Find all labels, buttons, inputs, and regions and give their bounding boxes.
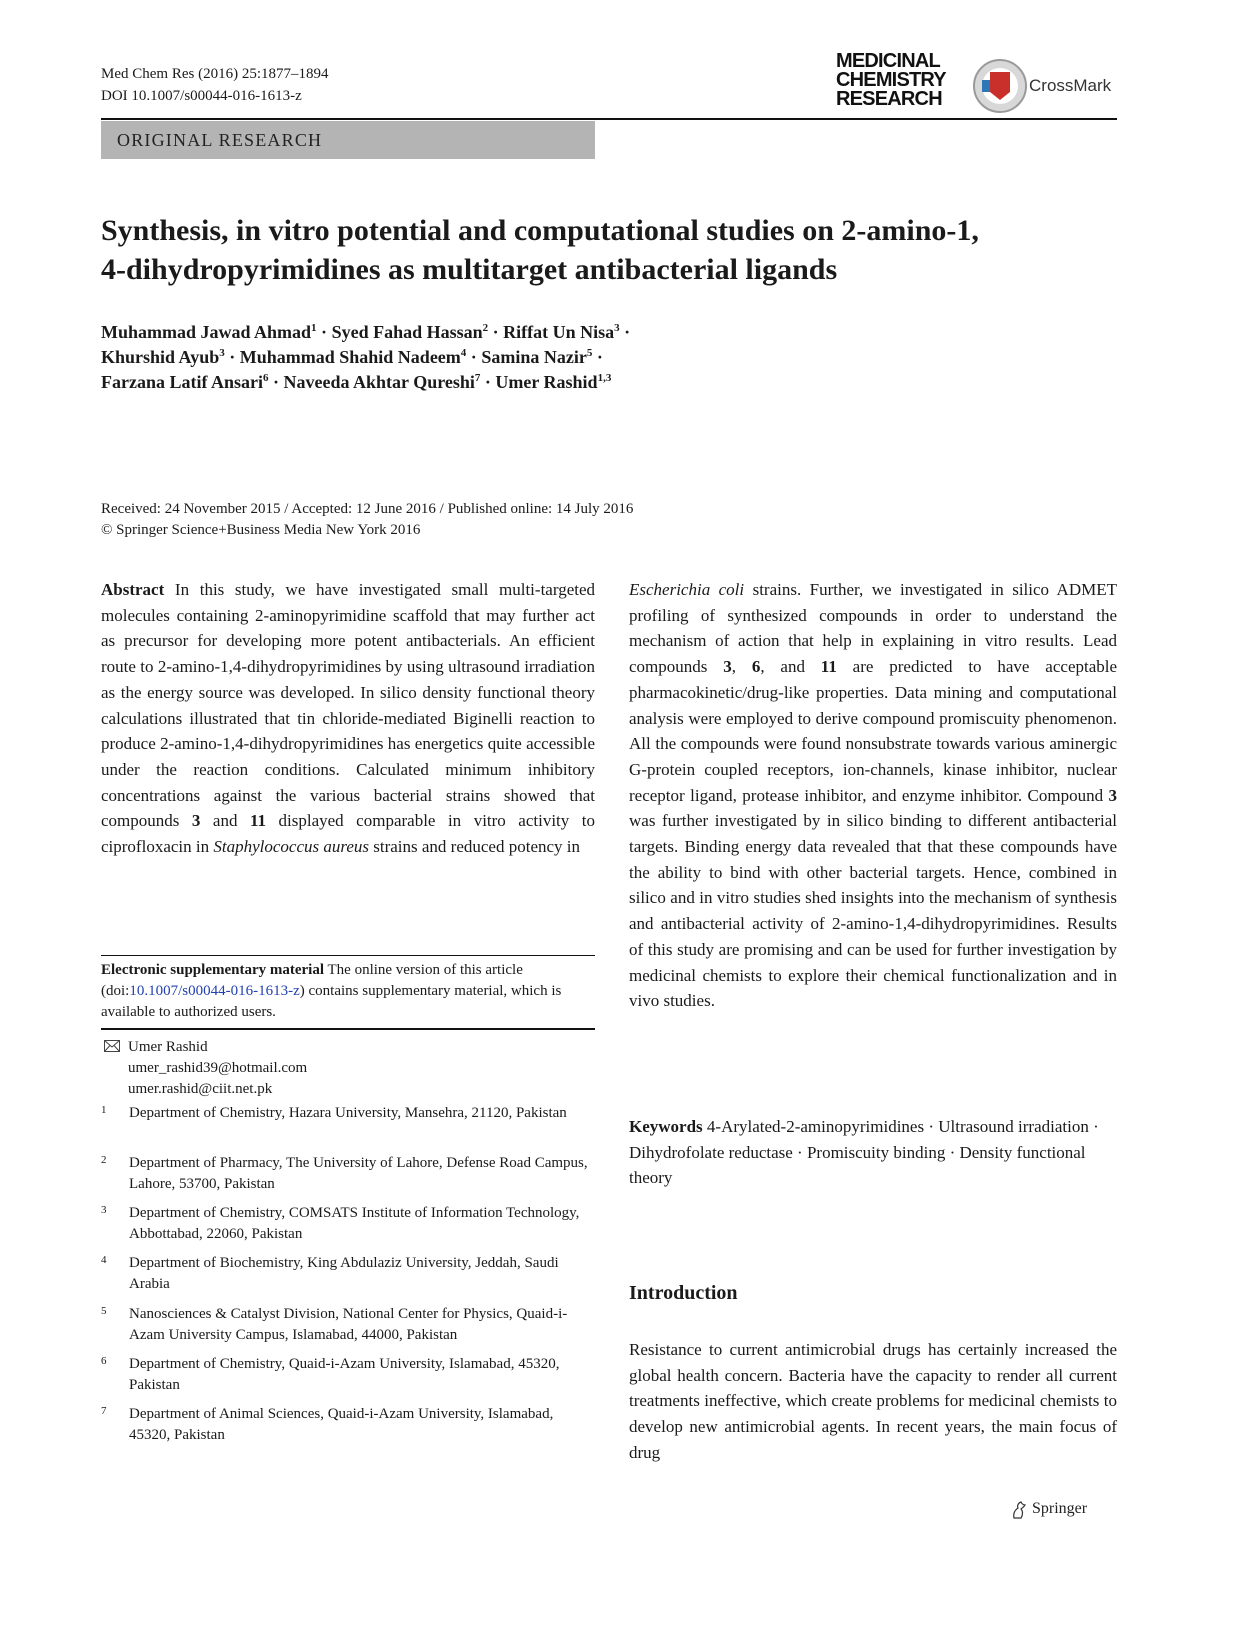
journal-citation: Med Chem Res (2016) 25:1877–1894 — [101, 66, 329, 82]
author-affiliation-ref: 1,3 — [597, 372, 612, 384]
email-link[interactable]: umer_rashid39@hotmail.com — [128, 1060, 308, 1076]
history-dates: Received: 24 November 2015 / Accepted: 12 June 2016 / Published online: 14 July 2016 — [101, 501, 634, 517]
author-name: Naveeda Akhtar Qureshi — [283, 372, 475, 392]
author-affiliation-ref: 6 — [263, 372, 269, 384]
article-type: ORIGINAL RESEARCH — [117, 130, 323, 150]
publisher-name: Springer — [1032, 1500, 1088, 1517]
author-name: Farzana Latif Ansari — [101, 372, 263, 392]
email-link[interactable]: umer.rashid@ciit.net.pk — [128, 1081, 273, 1097]
keywords-label: Keywords — [629, 1117, 703, 1136]
affiliation: 2 Department of Pharmacy, The University of Lahore, Defense Road Campus, Lahore, 53700, Pakistan — [101, 1154, 588, 1192]
affiliation: 1 Department of Chemistry, Hazara University, Mansehra, 21120, Pakistan — [101, 1104, 567, 1121]
affiliation: 6 Department of Chemistry, Quaid-i-Azam University, Islamabad, 45320, Pakistan — [101, 1355, 560, 1393]
footnote-rule — [101, 1028, 595, 1030]
author-name: Syed Fahad Hassan — [331, 322, 483, 342]
crossmark-icon[interactable] — [972, 58, 1028, 114]
author-name: Umer Rashid — [495, 372, 598, 392]
author-affiliation-ref: 3 — [614, 322, 620, 334]
supplementary-material-note: Electronic supplementary material The online version of this article (doi:10.1007/s00044-016-1613-z) contains supplementary material, which is available to authorized users. — [101, 962, 562, 1020]
author-affiliation-ref: 1 — [311, 322, 317, 334]
springer-horse-icon — [1010, 1500, 1028, 1520]
author-list: Muhammad Jawad Ahmad$^1$ · Syed Fahad Hassan$^2$ · Riffat Un Nisa$^3$ · Khurshid Ayub$^3$ · Muhammad Shahid Nadeem$^4$ · Samina Nazir$^5$ · Farzana Latif Ansari$^6$ · Naveeda Akhtar Qureshi$^7$ · Umer Rashid$^{1,3}$ — [101, 322, 631, 392]
copyright: © Springer Science+Business Media New York 2016 — [101, 522, 421, 538]
author-name: Samina Nazir — [481, 347, 587, 367]
author-affiliation-ref: 7 — [474, 372, 481, 384]
envelope-icon — [104, 1040, 120, 1052]
publisher-logo — [1032, 1500, 1087, 1518]
author-affiliation-ref: 3 — [219, 347, 225, 359]
article-title: Synthesis, in vitro potential and computational studies on 2-amino-1, 4-dihydropyrimidines as multitarget antibacterial ligands — [101, 214, 979, 286]
abstract-heading: Abstract — [101, 580, 165, 599]
crossmark-label[interactable]: CrossMark — [1029, 76, 1112, 95]
keywords: Keywords 4-Arylated-2-aminopyrimidines · Ultrasound irradiation · Dihydrofolate reductase · Promiscuity binding · Density functional theory — [629, 1117, 1099, 1188]
publication-dates — [101, 499, 633, 541]
author-name: Khurshid Ayub — [101, 347, 220, 367]
author-name: Muhammad Jawad Ahmad — [101, 322, 312, 342]
abstract-part-1: Abstract In this study, we have investigated small multi-targeted molecules containing 2-aminopyrimidine scaffold that may further act as precursor for developing more potent antibacterials. An efficient route to 2-amino-1,4-dihydropyrimidines by using ultrasound irradiation as the energy source was developed. In silico density functional theory calculations illustrated that tin chloride-mediated Biginelli reaction to produce 2-amino-1,4-dihydropyrimidines has energetics quite accessible under the reaction conditions. Calculated minimum inhibitory concentrations against the various bacterial strains showed that compounds 3 and 11 displayed comparable in vitro activity to ciprofloxacin in Staphylococcus aureus strains and reduced potency in — [101, 580, 596, 857]
introduction-paragraph: Resistance to current antimicrobial drugs has certainly increased the global health concern. Bacteria have the capacity to render all current treatments ineffective, which create problems for medicinal chemists to develop new antimicrobial agents. In recent years, the main focus of drug — [629, 1340, 1117, 1462]
doi-link[interactable]: 10.1007/s00044-016-1613-z — [129, 983, 300, 999]
journal-reference — [101, 63, 328, 107]
abstract-part-2: Escherichia coli strains. Further, we investigated in silico ADMET profiling of synthesized compounds in order to understand the mechanism of action that help in explaining in vitro results. Lead compounds 3, 6, and 11 are predicted to have acceptable pharmacokinetic/drug-like properties. Data mining and computational analysis were employed to derive compound promiscuity phenomenon. All the compounds were found nonsubstrate towards various aminergic G-protein coupled receptors, ion-channels, kinase inhibitor, nuclear receptor ligand, protease inhibitor, and enzyme inhibitor. Compound 3 was further investigated by in silico binding to different antibacterial targets. Binding energy data revealed that that these compounds have the ability to bind with other bacterial targets. Hence, combined in silico and in vitro studies shed insights into the mechanism of synthesis and antibacterial activity of 2-amino-1,4-dihydropyrimidines. Results of this study are promising and can be used for further investigation by medicinal chemists to explore their chemical functionalization and in vivo studies. — [629, 580, 1118, 1011]
author-name: Muhammad Shahid Nadeem — [239, 347, 461, 367]
journal-logo: MEDICINAL CHEMISTRY RESEARCH — [836, 50, 946, 110]
section-heading-introduction: Introduction — [629, 1282, 738, 1304]
affiliation: 3 Department of Chemistry, COMSATS Institute of Information Technology, Abbottabad, 22060, Pakistan — [101, 1204, 580, 1242]
doi-line: DOI 10.1007/s00044-016-1613-z — [101, 88, 302, 104]
correspondence — [104, 1037, 308, 1097]
author-affiliation-ref: 5 — [586, 347, 593, 359]
affiliation: 7 Department of Animal Sciences, Quaid-i-Azam University, Islamabad, 45320, Pakistan — [101, 1405, 554, 1443]
header-rule — [101, 118, 1117, 120]
author-affiliation-ref: 2 — [482, 322, 489, 334]
affiliation: 4 Department of Biochemistry, King Abdulaziz University, Jeddah, Saudi Arabia — [101, 1254, 559, 1292]
affiliation: 5 Nanosciences & Catalyst Division, National Center for Physics, Quaid-i-Azam University Campus, Islamabad, 44000, Pakistan — [101, 1305, 568, 1343]
footnote-rule — [101, 955, 595, 956]
author-affiliation-ref: 4 — [460, 347, 467, 359]
author-name: Riffat Un Nisa — [503, 322, 615, 342]
corresponding-author: Umer Rashid — [128, 1039, 208, 1055]
